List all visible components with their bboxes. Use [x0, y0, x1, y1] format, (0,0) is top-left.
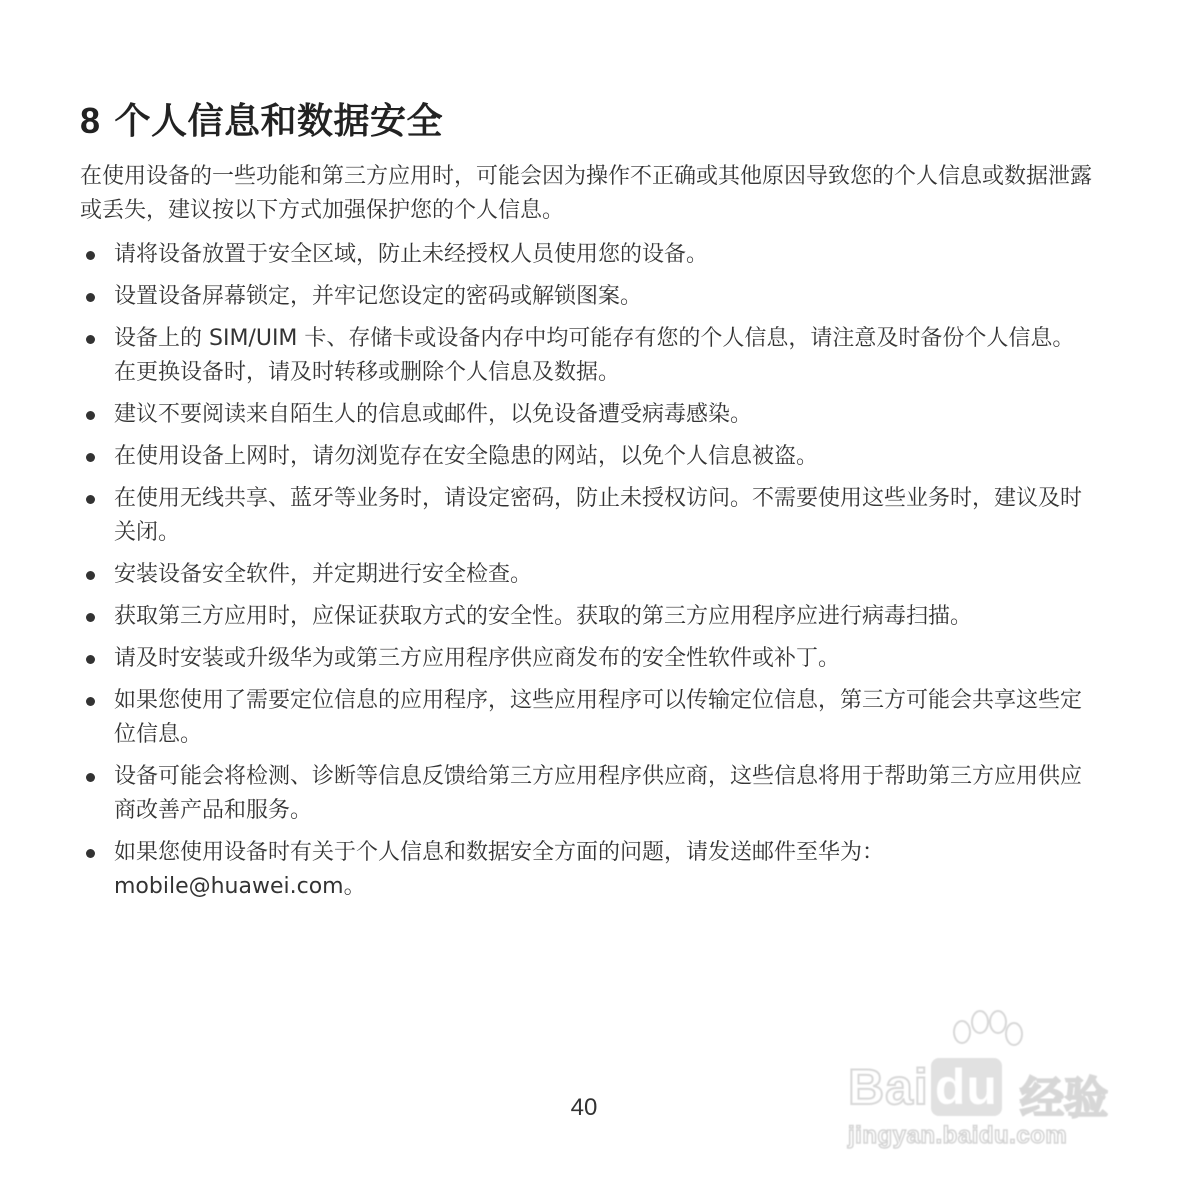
bullet-icon — [86, 613, 95, 622]
list-item-text: 设备上的 SIM/UIM 卡、存储卡或设备内存中均可能存有您的个人信息，请注意及时备份个人信息。在更换设备时，请及时转移或删除个人信息及数据。 — [114, 326, 1075, 385]
list-item — [80, 760, 1095, 828]
section-title-text: 个人信息和数据安全 — [114, 101, 444, 142]
bullet-icon — [86, 251, 95, 260]
logo-text-bai: Bai — [848, 1059, 929, 1115]
logo-text-du: du — [931, 1058, 1002, 1116]
bullet-icon — [86, 655, 95, 664]
bullet-icon — [86, 293, 95, 302]
section-title — [80, 95, 1095, 148]
document-page — [80, 95, 1095, 912]
list-item — [80, 280, 1095, 314]
watermark-url: jingyan.baidu.com — [848, 1122, 1068, 1149]
list-item-text: 在使用设备上网时，请勿浏览存在安全隐患的网站，以免个人信息被盗。 — [114, 444, 819, 469]
bullet-icon — [86, 335, 95, 344]
bullet-icon — [86, 697, 95, 706]
list-item-text: 如果您使用了需要定位信息的应用程序，这些应用程序可以传输定位信息，第三方可能会共享这些定位信息。 — [114, 688, 1083, 747]
bullet-list — [80, 238, 1095, 904]
baidu-logo — [848, 1058, 1002, 1116]
bullet-icon — [86, 453, 95, 462]
bullet-icon — [86, 773, 95, 782]
section-number: 8 — [80, 100, 101, 141]
list-item — [80, 600, 1095, 634]
page-number: 40 — [570, 1094, 598, 1121]
list-item — [80, 398, 1095, 432]
logo-jingyan: 经验 — [1020, 1073, 1108, 1124]
list-item-text: 安装设备安全软件，并定期进行安全检查。 — [114, 562, 533, 587]
bullet-icon — [86, 849, 95, 858]
bullet-icon — [86, 495, 95, 504]
list-item-text: 请及时安装或升级华为或第三方应用程序供应商发布的安全性软件或补丁。 — [114, 646, 841, 671]
list-item-text: 设置设备屏幕锁定，并牢记您设定的密码或解锁图案。 — [114, 284, 643, 309]
list-item — [80, 836, 1095, 904]
bullet-icon — [86, 571, 95, 580]
list-item — [80, 238, 1095, 272]
list-item — [80, 322, 1095, 390]
list-item — [80, 684, 1095, 752]
intro-paragraph: 在使用设备的一些功能和第三方应用时，可能会因为操作不正确或其他原因导致您的个人信息或数据泄露或丢失，建议按以下方式加强保护您的个人信息。 — [80, 164, 1093, 223]
baidu-jingyan-watermark — [840, 1010, 1130, 1160]
list-item — [80, 642, 1095, 676]
bullet-icon — [86, 411, 95, 420]
list-item-text: 在使用无线共享、蓝牙等业务时，请设定密码，防止未授权访问。不需要使用这些业务时，建议及时关闭。 — [114, 486, 1083, 545]
list-item-text: 获取第三方应用时，应保证获取方式的安全性。获取的第三方应用程序应进行病毒扫描。 — [114, 604, 973, 629]
list-item-text: 请将设备放置于安全区域，防止未经授权人员使用您的设备。 — [114, 242, 709, 267]
list-item-text: 建议不要阅读来自陌生人的信息或邮件，以免设备遭受病毒感染。 — [114, 402, 753, 427]
list-item — [80, 558, 1095, 592]
list-item — [80, 440, 1095, 474]
list-item-text: 设备可能会将检测、诊断等信息反馈给第三方应用程序供应商，这些信息将用于帮助第三方应用供应商改善产品和服务。 — [114, 764, 1083, 823]
list-item-text: 如果您使用设备时有关于个人信息和数据安全方面的问题，请发送邮件至华为：mobile@huawei.com。 — [114, 840, 885, 899]
list-item — [80, 482, 1095, 550]
